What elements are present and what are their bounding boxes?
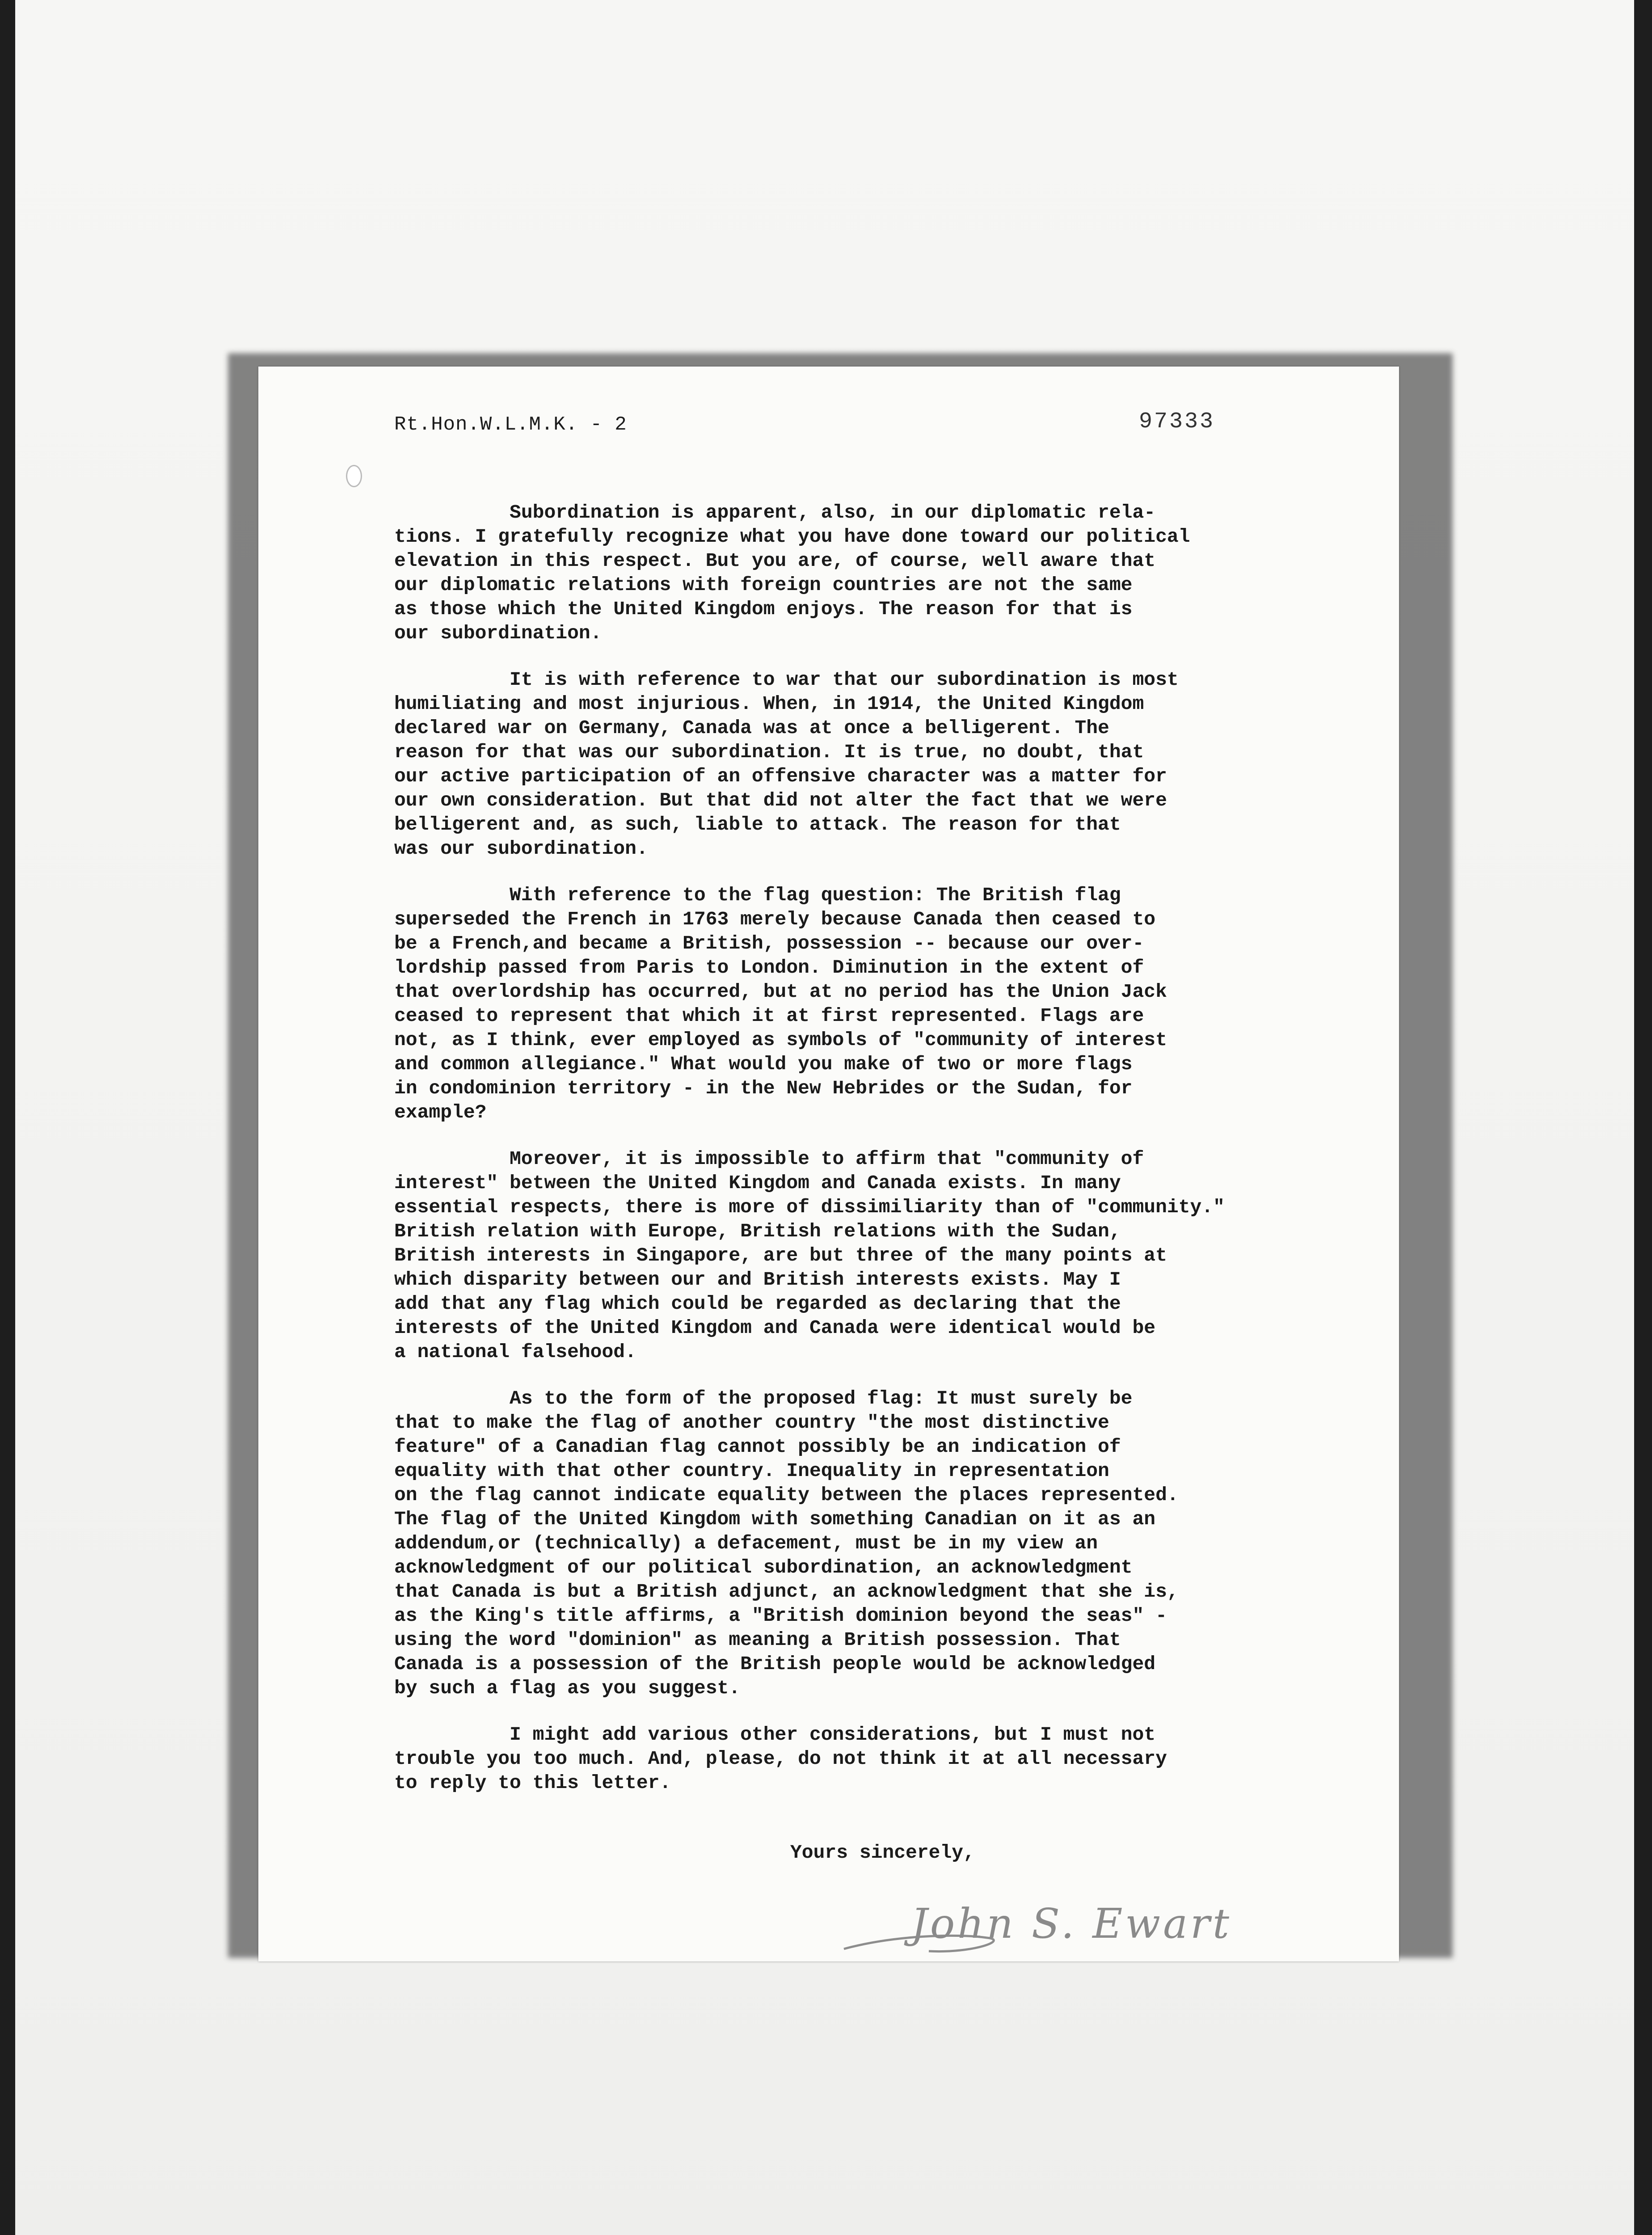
complimentary-close: Yours sincerely, — [790, 1842, 975, 1864]
paragraph-flag-question: With reference to the flag question: The British flag superseded the French in 1763 merely because Canada then ceased to be a French,and became a British, possession -- because our over- lordship passed from Paris to London. Diminution in the extent of that overlordship has occurred, but at no period has the Union Jack ceased to represent that which it at first represented. Flags are not, as I think, ever employed as symbols of "community of interest and common allegiance." What would you make of two or more flags in condominion territory - in the New Hebrides or the Sudan, for example? — [394, 884, 1167, 1123]
signature-text: John S. Ewart — [911, 1900, 1232, 1948]
paragraph-diplomatic: Subordination is apparent, also, in our diplomatic rela- tions. I gratefully recognize what you have done toward our political elevation in this respect. But you are, of course, well aware that our diplomatic relations with foreign countries are not the same as those which the United Kingdom enjoys. The reason for that is our subordination. — [394, 502, 1190, 644]
punch-hole — [346, 465, 362, 487]
paragraph-closing-remarks: I might add various other considerations, but I must not trouble you too much. And, please, do not think it at all necessary to reply to this letter. — [394, 1724, 1167, 1794]
letter-reference: Rt.Hon.W.L.M.K. - 2 — [394, 413, 627, 436]
signature — [839, 1895, 1304, 1967]
film-edge-left — [0, 0, 15, 2235]
document-number: 97333 — [1139, 409, 1215, 434]
paragraph-war: It is with reference to war that our subordination is most humiliating and most injurious. When, in 1914, the United Kingdom declared war on Germany, Canada was at once a belligerent. The reason for that was our subordination. It is true, no doubt, that our active participation of an offensive character was a matter for our own consideration. But that did not alter the fact that we were belligerent and, as such, liable to attack. The reason for that was our subordination. — [394, 669, 1179, 860]
film-edge-right — [1634, 0, 1652, 2235]
paragraph-proposed-flag: As to the form of the proposed flag: It must surely be that to make the flag of another country "the most distinctive feature" of a Canadian flag cannot possibly be an indication of equality with that other country. Inequality in representation on the flag cannot indicate equality between the places represented. The flag of the United Kingdom with something Canadian on it as an addendum,or (technically) a defacement, must be in my view an acknowledgment of our political subordination, an acknowledgment that Canada is but a British adjunct, an acknowledgment that she is, as the King's title affirms, a "British dominion beyond the seas" - using the word "dominion" as meaning a British possession. That Canada is a possession of the British people would be acknowledged by such a flag as you suggest. — [394, 1387, 1179, 1699]
letter-page — [258, 367, 1399, 1961]
paragraph-community-of-interest: Moreover, it is impossible to affirm that "community of interest" between the United Kingdom and Canada exists. In many essential respects, there is more of dissimiliarity than of "community." British relation with Europe, British relations with the Sudan, British interests in Singapore, are but three of the many points at which disparity between our and British interests exists. May I add that any flag which could be regarded as declaring that the interests of the United Kingdom and Canada were identical would be a national falsehood. — [394, 1148, 1225, 1363]
letter-body — [394, 501, 1369, 1818]
